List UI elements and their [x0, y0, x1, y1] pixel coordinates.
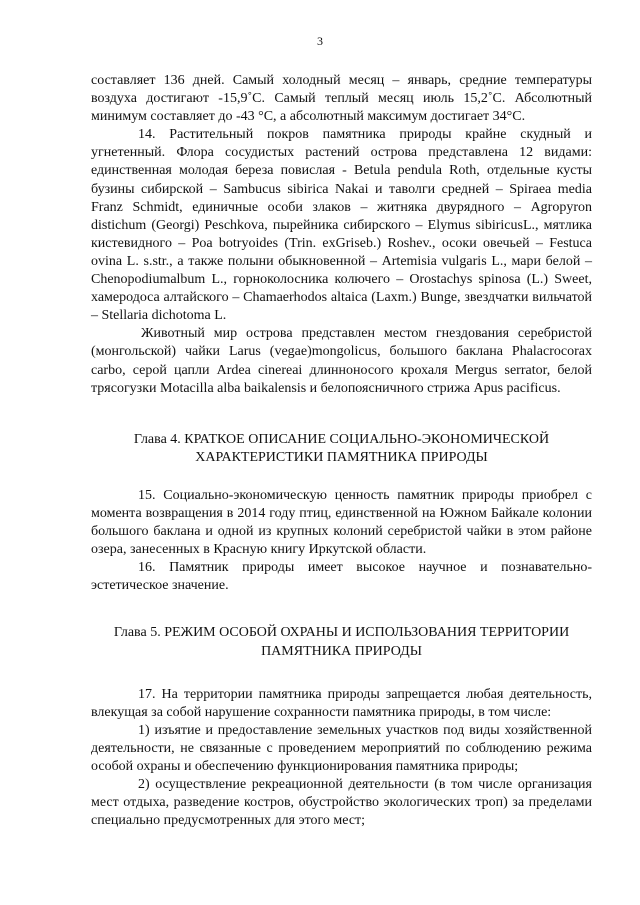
paragraph-15: 15. Социально-экономическую ценность памятник природы приобрел с момента возвращения в 2014 году птиц, единственной на Южном Байкале колонии большого баклана и одной из крупных колоний серебристой чайки в этом районе озера, занесенных в Красную книгу Иркутской области. — [91, 487, 592, 558]
page-body — [91, 72, 592, 830]
list-item-2: 2) осуществление рекреационной деятельности (в том числе организация мест отдыха, разведение костров, обустройство экологических троп) за пределами специально предусмотренных для этого мест; — [91, 777, 592, 829]
paragraph-fauna: Животный мир острова представлен местом гнездования серебристой (монгольской) чайки Larus (vegae)mongolicus, большого баклана Phalacrocorax carbo, серой цапли Ardea cinereai длинноносого крохаля Mergus serrator, белой трясогузки Motacilla alba baikalensis и белопоясничного стрижа Apus pacificus. — [91, 326, 592, 396]
paragraph-16: 16. Памятник природы имеет высокое научное и познавательно-эстетическое значение. — [91, 560, 592, 594]
chapter-4-heading: Глава 4. КРАТКОЕ ОПИСАНИЕ СОЦИАЛЬНО-ЭКОНОМИЧЕСКОЙ ХАРАКТЕРИСТИКИ ПАМЯТНИКА ПРИРОДЫ — [133, 431, 550, 465]
paragraph-17: 17. На территории памятника природы запрещается любая деятельность, влекущая за собой нарушение сохранности памятника природы, в том числе: — [91, 686, 592, 720]
list-item-1: 1) изъятие и предоставление земельных участков под виды хозяйственной деятельности, не связанные с проведением мероприятий по соблюдению режима особой охраны и обеспечению функционирования памятника природы; — [91, 722, 592, 774]
page-number: 3 — [317, 34, 323, 48]
paragraph-14-flora: 14. Растительный покров памятника природы крайне скудный и угнетенный. Флора сосудистых растений острова представлена 12 видами: единственная молодая береза повислая - Betula pendula Roth, отдельные кусты бузины сибирской – Sambucus sibirica Nakai и таволги средней – Spiraea media Franz Schmidt, единичные особи злаков – житняка двурядного – Agropyron distichum (Georgi) Peschkova, пырейника сибирского – Elymus sibiricusL., мятлика кистевидного – Poa botryoides (Trin. exGriseb.) Roshev., осоки овечьей – Festuca ovina L. s.str., а также полыни обыкновенной – Artemisia vulgaris L., мари белой – Chenopodiumalbum L., горноколосника колючего – Orostachys spinosa (L.) Sweet, хамеродоса алтайского – Chamaerhodos altaica (Laxm.) Bunge, звездчатки вильчатой – Stellaria dichotoma L. — [91, 127, 592, 324]
chapter-5-heading: Глава 5. РЕЖИМ ОСОБОЙ ОХРАНЫ И ИСПОЛЬЗОВАНИЯ ТЕРРИТОРИИ ПАМЯТНИКА ПРИРОДЫ — [113, 625, 570, 659]
paragraph-climate: составляет 136 дней. Самый холодный месяц – январь, средние температуры воздуха достигают -15,9˚С. Самый теплый месяц июль 15,2˚С. Абсолютный минимум составляет до -43 °С, а абсолютный максимум достигает 34°С. — [91, 73, 592, 125]
